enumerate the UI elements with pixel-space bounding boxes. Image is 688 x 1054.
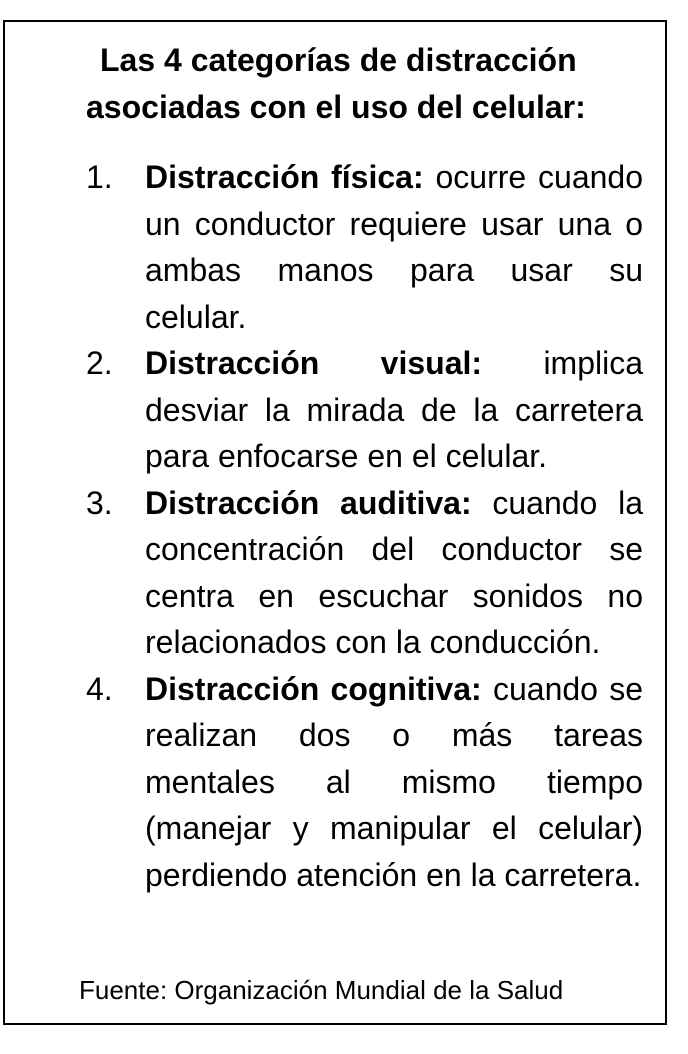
list-item-text: ocurre cuando un conductor requiere usar una o ambas manos para usar su celular. bbox=[145, 159, 644, 335]
list-item-term: Distracción auditiva: bbox=[145, 484, 472, 521]
list-item-term: Distracción cognitiva: bbox=[145, 670, 482, 707]
list-item-number: 3. bbox=[86, 484, 113, 521]
list-item-text: implica desviar la mirada de la carretera para enfocarse en el celular. bbox=[145, 345, 644, 474]
title-line-2: asociadas con el uso del celular: bbox=[86, 89, 586, 125]
list-item-visual bbox=[86, 340, 643, 480]
list-item-term: Distracción física: bbox=[145, 159, 424, 195]
list-item-auditory bbox=[86, 480, 643, 666]
distraction-categories-list bbox=[86, 154, 643, 898]
list-item-number: 4. bbox=[86, 670, 113, 707]
list-item-term: Distracción visual: bbox=[145, 345, 483, 381]
list-item-physical bbox=[86, 154, 643, 340]
title-line-1: Las 4 categorías de distracción bbox=[100, 42, 577, 78]
list-item-cognitive bbox=[86, 666, 643, 899]
list-item-text: cuando se realizan dos o más tareas mentales al mismo tiempo (manejar y manipular el celular) perdiendo atención en la carretera. bbox=[145, 670, 644, 893]
list-item-number: 1. bbox=[86, 159, 113, 195]
page-title bbox=[86, 37, 616, 131]
list-item-text: cuando la concentración del conductor se centra en escuchar sonidos no relacionados con la conducción. bbox=[145, 484, 643, 660]
source-caption: Fuente: Organización Mundial de la Salud bbox=[79, 975, 564, 1005]
list-item-number: 2. bbox=[86, 345, 113, 381]
